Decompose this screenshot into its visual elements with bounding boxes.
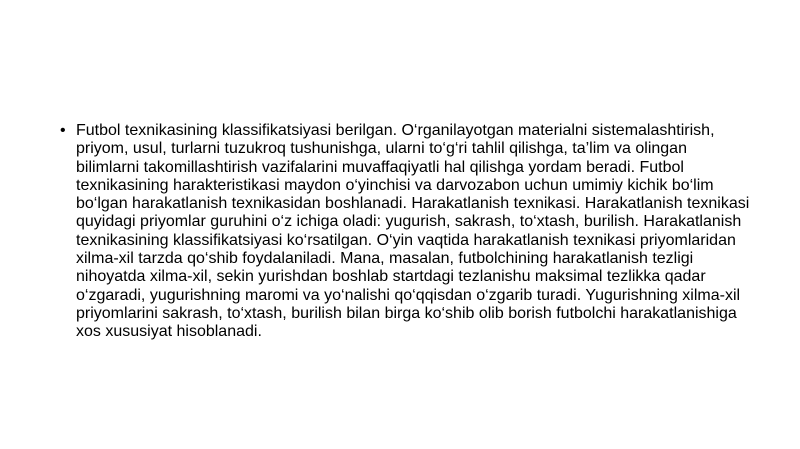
bullet-marker: • xyxy=(60,122,66,139)
bullet-text: Futbol texnikasining klassifikatsiyasi berilgan. O‘rganilayotgan materialni sistemalashtirish, priyom, usul, turlarni tuzukroq tushunishga, ularni to‘g‘ri tahlil qilishga, ta’lim va olingan bilimlarni takomillashtirish vazifalarini muvaffaqiyatli hal qilishga yordam beradi. Futbol texnikasining harakteristikasi maydon o‘yinchisi va darvozabon uchun umimiy kichik bo‘lim bo‘lgan harakatlanish texnikasidan boshlanadi. Harakatlanish texnikasi. Harakatlanish texnikasi quyidagi priyomlar guruhini o‘z ichiga oladi: yugurish, sakrash, to‘xtash, burilish. Harakatlanish texnikasining klassifikatsiyasi ko‘rsatilgan. O‘yin vaqtida harakatlanish texnikasi priyomlaridan xilma-xil tarzda qo‘shib foydalaniladi. Mana, masalan, futbolchining harakatlanish tezligi nihoyatda xilma-xil, sekin yurishdan boshlab startdagi tezlanishu maksimal tezlikka qadar o‘zgaradi, yugurishning maromi va yo‘nalishi qo‘qqisdan o‘zgarib turadi. Yugurishning xilma-xil priyomlarini sakrash, to‘xtash, burilish bilan birga ko‘shib olib borish futbolchi harakatlanishiga xos xususiyat hisoblanadi. xyxy=(76,122,750,341)
list-item xyxy=(60,122,750,342)
bullet-list xyxy=(60,122,750,342)
